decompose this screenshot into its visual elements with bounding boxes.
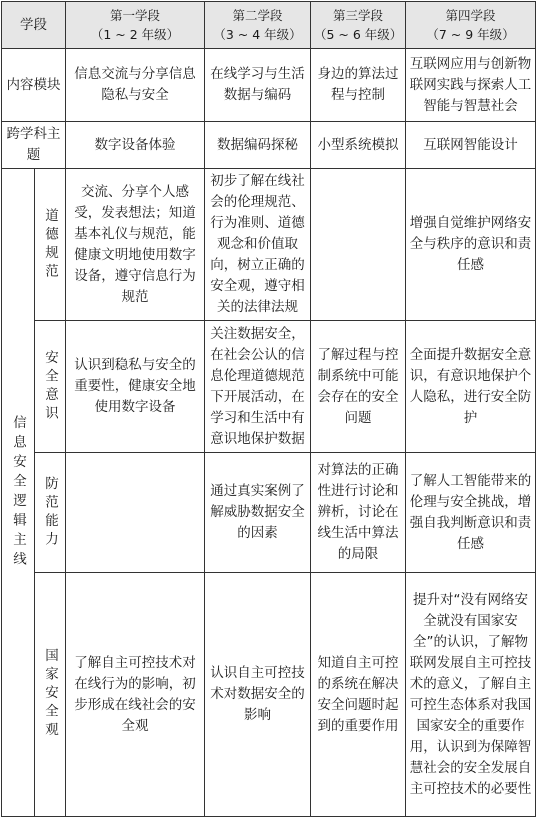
table-cell	[311, 169, 406, 321]
table-cell: 关注数据安全，在社会公认的信息伦理道德规范下开展活动，在学习和生活中有意识地保护数据	[205, 321, 311, 453]
table-cell: 在线学习与生活数据与编码	[205, 49, 311, 122]
main-line-label: 信息安全逻辑主线	[10, 414, 26, 571]
national-security-row	[2, 573, 536, 817]
sub-label: 道德规范	[42, 207, 58, 282]
table-cell: 对算法的正确性进行讨论和辨析，讨论在线生活中算法的局限	[311, 453, 406, 573]
table-cell: 提升对“没有网络安全就没有国家安全”的认识，了解物联网发展自主可控技术的意义，了解自主可控生态体系对我国国家安全的重要作用，认识到为保障智慧社会的安全发展自主可控技术的必要性	[406, 573, 536, 817]
stage-4-header	[406, 2, 536, 49]
table-cell: 身边的算法过程与控制	[311, 49, 406, 122]
row-label: 跨学科主题	[2, 122, 66, 169]
stage-name: 第二学段	[232, 8, 283, 23]
table-cell: 知道自主可控的系统在解决安全问题时起到的重要作用	[311, 573, 406, 817]
main-line-label-cell	[2, 169, 35, 817]
curriculum-table	[1, 1, 536, 817]
stage-name: 第三学段	[332, 8, 383, 23]
cross-topics-row	[2, 122, 536, 169]
table-cell: 小型系统模拟	[311, 122, 406, 169]
stage-grade: （7 ~ 9 年级）	[426, 27, 515, 42]
table-cell: 信息交流与分享信息隐私与安全	[66, 49, 205, 122]
table-cell: 了解过程与控制系统中可能会存在的安全问题	[311, 321, 406, 453]
table-cell: 数据编码探秘	[205, 122, 311, 169]
table-cell: 全面提升数据安全意识，有意识地保护个人隐私，进行安全防护	[406, 321, 536, 453]
stage-grade: （3 ~ 4 年级）	[213, 27, 302, 42]
table-cell: 认识自主可控技术对数据安全的影响	[205, 573, 311, 817]
table-cell: 交流、分享个人感受，发表想法；知道基本礼仪与规范，能健康文明地使用数字设备，遵守信息行为规范	[66, 169, 205, 321]
table-cell: 互联网应用与创新物联网实践与探索人工智能与智慧社会	[406, 49, 536, 122]
header-row	[2, 2, 536, 49]
stage-grade: （1 ~ 2 年级）	[90, 27, 180, 42]
table-cell: 了解自主可控技术对在线行为的影响，初步形成在线社会的安全观	[66, 573, 205, 817]
table-cell: 增强自觉维护网络安全与秩序的意识和责任感	[406, 169, 536, 321]
stage-name: 第一学段	[109, 8, 160, 23]
corner-cell: 学段	[2, 2, 66, 49]
row-label: 内容模块	[2, 49, 66, 122]
table-cell	[66, 453, 205, 573]
table-cell: 认识到稳私与安全的重要性，健康安全地使用数字设备	[66, 321, 205, 453]
sub-label-cell	[35, 321, 66, 453]
table-cell: 了解人工智能带来的伦理与安全挑战，增强自我判断意识和责任感	[406, 453, 536, 573]
sub-label: 防范能力	[42, 475, 58, 550]
sub-label: 国家安全观	[42, 648, 58, 741]
stage-2-header	[205, 2, 311, 49]
stage-3-header	[311, 2, 406, 49]
stage-name: 第四学段	[445, 8, 496, 23]
table-cell: 数字设备体验	[66, 122, 205, 169]
table-cell: 通过真实案例了解威胁数据安全的因素	[205, 453, 311, 573]
sub-label-cell	[35, 169, 66, 321]
sub-label-cell	[35, 453, 66, 573]
sub-label-cell	[35, 573, 66, 817]
awareness-row	[2, 321, 536, 453]
sub-label: 安全意识	[42, 349, 58, 424]
stage-grade: （5 ~ 6 年级）	[314, 27, 403, 42]
stage-1-header	[66, 2, 205, 49]
content-modules-row	[2, 49, 536, 122]
table-cell: 初步了解在线社会的伦理规范、行为准则、道德观念和价值取向，树立正确的安全观，遵守相关的法律法规	[205, 169, 311, 321]
prevention-row	[2, 453, 536, 573]
ethics-row	[2, 169, 536, 321]
table-cell: 互联网智能设计	[406, 122, 536, 169]
